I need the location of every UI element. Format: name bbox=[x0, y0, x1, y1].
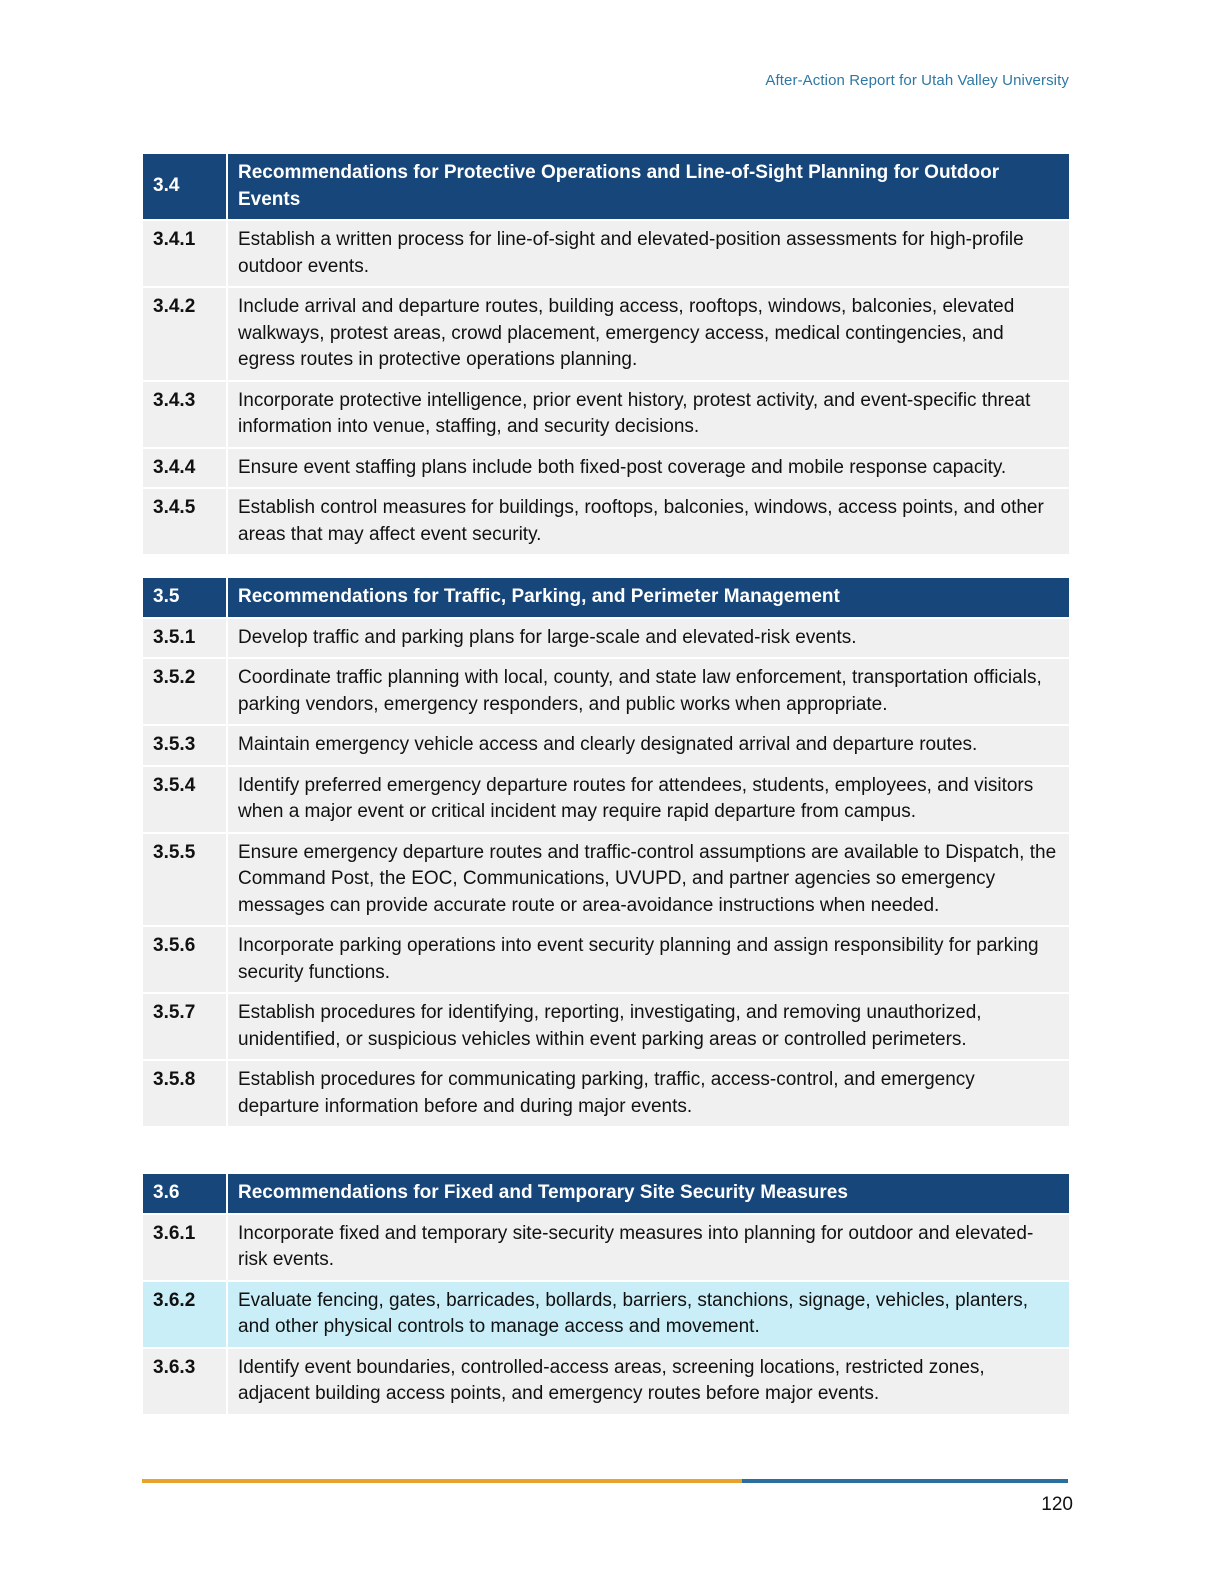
recommendation-text: Coordinate traffic planning with local, county, and state law enforcement, transportation officials, parking vendors, emergency responders, and public works when appropriate. bbox=[228, 659, 1069, 724]
table-row bbox=[143, 288, 1069, 380]
running-header: After-Action Report for Utah Valley University bbox=[765, 72, 1069, 89]
recommendation-number: 3.5.8 bbox=[143, 1061, 228, 1126]
recommendation-text: Maintain emergency vehicle access and clearly designated arrival and departure routes. bbox=[228, 726, 1069, 765]
section-title: Recommendations for Traffic, Parking, and Perimeter Management bbox=[228, 578, 1069, 617]
recommendation-text: Identify event boundaries, controlled-access areas, screening locations, restricted zones, adjacent building access points, and emergency routes before major events. bbox=[228, 1349, 1069, 1414]
recommendation-text: Evaluate fencing, gates, barricades, bollards, barriers, stanchions, signage, vehicles, planters, and other physical controls to manage access and movement. bbox=[228, 1282, 1069, 1347]
recommendations-table-3-5 bbox=[143, 576, 1069, 1128]
recommendation-number: 3.4.2 bbox=[143, 288, 228, 380]
recommendation-number: 3.5.3 bbox=[143, 726, 228, 765]
section-number: 3.5 bbox=[143, 578, 228, 617]
recommendation-number: 3.6.1 bbox=[143, 1215, 228, 1280]
page-number: 120 bbox=[1041, 1494, 1073, 1515]
recommendations-table-3-4 bbox=[143, 152, 1069, 556]
section-title: Recommendations for Fixed and Temporary Site Security Measures bbox=[228, 1174, 1069, 1213]
table-row bbox=[143, 382, 1069, 447]
table-row bbox=[143, 726, 1069, 765]
recommendation-number: 3.4.1 bbox=[143, 221, 228, 286]
recommendation-text: Establish procedures for communicating parking, traffic, access-control, and emergency departure information before and during major events. bbox=[228, 1061, 1069, 1126]
recommendation-text: Ensure emergency departure routes and traffic-control assumptions are available to Dispatch, the Command Post, the EOC, Communications, UVUPD, and partner agencies so emergency messages can provide accurate route or area-avoidance instructions when needed. bbox=[228, 834, 1069, 926]
footer-rule bbox=[142, 1479, 1068, 1483]
recommendation-number: 3.4.5 bbox=[143, 489, 228, 554]
table-row bbox=[143, 659, 1069, 724]
recommendation-number: 3.5.2 bbox=[143, 659, 228, 724]
recommendation-number: 3.4.4 bbox=[143, 449, 228, 488]
recommendation-text: Ensure event staffing plans include both fixed-post coverage and mobile response capacity. bbox=[228, 449, 1069, 488]
recommendation-number: 3.5.5 bbox=[143, 834, 228, 926]
footer-rule-blue-segment bbox=[742, 1479, 1068, 1483]
section-title: Recommendations for Protective Operations and Line-of-Sight Planning for Outdoor Events bbox=[228, 154, 1069, 219]
recommendation-number: 3.5.4 bbox=[143, 767, 228, 832]
table-row bbox=[143, 927, 1069, 992]
recommendation-text: Incorporate fixed and temporary site-security measures into planning for outdoor and elevated-risk events. bbox=[228, 1215, 1069, 1280]
recommendation-text: Establish a written process for line-of-sight and elevated-position assessments for high-profile outdoor events. bbox=[228, 221, 1069, 286]
recommendation-text: Incorporate parking operations into event security planning and assign responsibility for parking security functions. bbox=[228, 927, 1069, 992]
recommendation-text: Develop traffic and parking plans for large-scale and elevated-risk events. bbox=[228, 619, 1069, 658]
recommendations-table-3-6 bbox=[143, 1172, 1069, 1416]
table-row bbox=[143, 1349, 1069, 1414]
section-header-row bbox=[143, 578, 1069, 617]
table-row bbox=[143, 619, 1069, 658]
table-row bbox=[143, 449, 1069, 488]
recommendation-number: 3.4.3 bbox=[143, 382, 228, 447]
recommendation-text: Include arrival and departure routes, building access, rooftops, windows, balconies, elevated walkways, protest areas, crowd placement, emergency access, medical contingencies, and egress routes in protective operations planning. bbox=[228, 288, 1069, 380]
recommendation-number: 3.6.2 bbox=[143, 1282, 228, 1347]
table-row-highlighted bbox=[143, 1282, 1069, 1347]
table-row bbox=[143, 1215, 1069, 1280]
recommendation-number: 3.5.7 bbox=[143, 994, 228, 1059]
table-row bbox=[143, 994, 1069, 1059]
recommendation-text: Identify preferred emergency departure routes for attendees, students, employees, and visitors when a major event or critical incident may require rapid departure from campus. bbox=[228, 767, 1069, 832]
table-row bbox=[143, 489, 1069, 554]
table-row bbox=[143, 834, 1069, 926]
recommendation-text: Incorporate protective intelligence, prior event history, protest activity, and event-specific threat information into venue, staffing, and security decisions. bbox=[228, 382, 1069, 447]
recommendation-text: Establish procedures for identifying, reporting, investigating, and removing unauthorized, unidentified, or suspicious vehicles within event parking areas or controlled perimeters. bbox=[228, 994, 1069, 1059]
section-number: 3.6 bbox=[143, 1174, 228, 1213]
recommendation-number: 3.5.1 bbox=[143, 619, 228, 658]
recommendation-number: 3.5.6 bbox=[143, 927, 228, 992]
section-header-row bbox=[143, 154, 1069, 219]
table-row bbox=[143, 767, 1069, 832]
table-row bbox=[143, 221, 1069, 286]
section-header-row bbox=[143, 1174, 1069, 1213]
recommendation-number: 3.6.3 bbox=[143, 1349, 228, 1414]
section-number: 3.4 bbox=[143, 154, 228, 219]
table-row bbox=[143, 1061, 1069, 1126]
recommendation-text: Establish control measures for buildings, rooftops, balconies, windows, access points, and other areas that may affect event security. bbox=[228, 489, 1069, 554]
footer-rule-gold-segment bbox=[142, 1479, 742, 1483]
